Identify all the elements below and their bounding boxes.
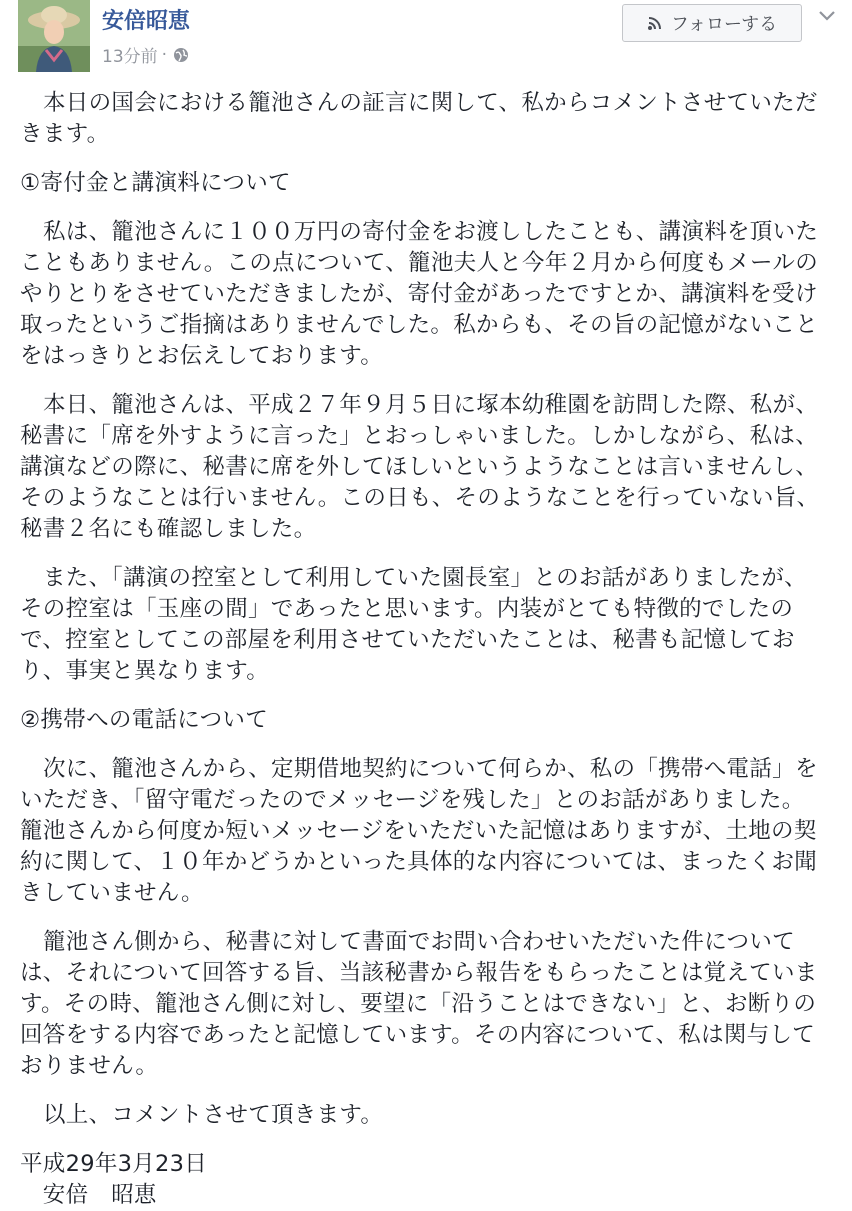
meta-separator: ·	[161, 44, 168, 65]
post-meta	[102, 42, 189, 67]
section-heading-donation: ①寄付金と講演料について	[20, 170, 291, 196]
phone-paragraph-2: 籠池さん側から、秘書に対して書面でお問い合わせいただいた件については、それについて回答する旨、当該秘書から報告をもらったことは覚えています。その時、籠池さん側に対し、要望に「沿うことはできない」と、お断りの回答をする内容であったと記憶しています。その内容について、私は関与しておりません。	[20, 929, 818, 1079]
donation-paragraph-2: 本日、籠池さんは、平成２７年９月５日に塚本幼稚園を訪問した際、私が、秘書に「席を外すように言った」とおっしゃいました。しかしながら、私は、講演などの際に、秘書に席を外してほしいというようなことは言いませんし、そのようなことは行いません。この日も、そのようなことを行っていない旨、秘書２名にも確認しました。	[20, 392, 820, 542]
closing-paragraph: 以上、コメントさせて頂きます。	[43, 1102, 384, 1128]
author-name-link[interactable]: 安倍昭恵	[102, 9, 191, 34]
donation-paragraph-1: 私は、籠池さんに１００万円の寄付金をお渡ししたことも、講演料を頂いたこともありません。この点について、籠池夫人と今年２月から何度もメールのやりとりをさせていただきましたが、寄付金があったですとか、講演料を受け取ったというご指摘はありませんでした。私からも、その旨の記憶がないことをはっきりとお伝えしております。	[20, 219, 819, 369]
statement-date: 平成29年3月23日	[20, 1151, 208, 1177]
post-timestamp[interactable]: 13分前	[102, 47, 158, 67]
profile-photo-icon	[18, 0, 90, 72]
avatar[interactable]	[18, 0, 90, 72]
follow-button[interactable]	[622, 4, 802, 42]
post-header	[0, 0, 852, 80]
rss-icon	[647, 15, 663, 31]
signature: 安倍 昭恵	[20, 1182, 157, 1208]
follow-button-label: フォローする	[670, 14, 778, 35]
globe-icon[interactable]	[173, 47, 189, 63]
intro-paragraph: 本日の国会における籠池さんの証言に関して、私からコメントさせていただきます。	[20, 90, 818, 147]
donation-paragraph-3: また、「講演の控室として利用していた園長室」とのお話がありましたが、その控室は「玉座の間」であったと思います。内装がとても特徴的でしたので、控室としてこの部屋を利用させていただいたことは、秘書も記憶しており、事実と異なります。	[20, 565, 807, 684]
chevron-down-icon[interactable]	[814, 6, 840, 26]
phone-paragraph-1: 次に、籠池さんから、定期借地契約について何らか、私の「携帯へ電話」をいただき、「留守電だったのでメッセージを残した」とのお話がありました。籠池さんから何度か短いメッセージをいただいた記憶はありますが、土地の契約に関して、１０年かどうかといった具体的な内容については、まったくお聞きしていません。	[20, 756, 818, 906]
section-heading-phone: ②携帯への電話について	[20, 707, 269, 733]
post-body	[20, 88, 820, 1211]
